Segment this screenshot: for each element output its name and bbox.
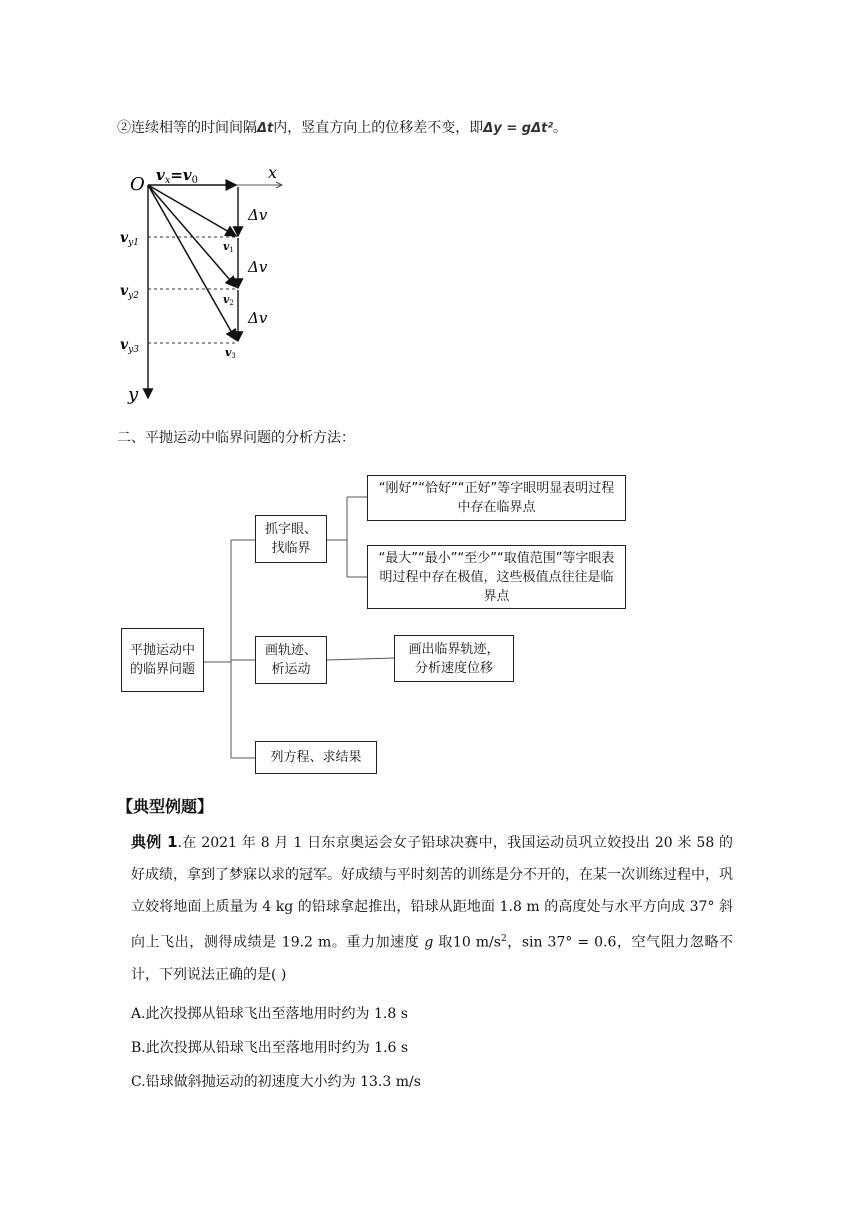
displacement-formula: Δy = gΔt² xyxy=(483,121,554,136)
y-axis-label: y xyxy=(128,384,139,405)
flow-step1a-text: “刚好”“恰好”“正好”等字眼明显表明过程中存在临界点 xyxy=(378,481,615,515)
example1-text-b: 取 xyxy=(433,934,453,951)
example1-label: 典例 1 xyxy=(131,833,178,851)
flow-step2a-text: 画出临界轨迹，分析速度位移 xyxy=(408,641,500,676)
option-b: B.此次投掷从铅球飞出至落地用时约为 1.6 s xyxy=(131,1040,409,1056)
v3-label: v3 xyxy=(225,346,236,360)
example1-paragraph xyxy=(131,826,733,991)
flow-root-text: 平抛运动中的临界问题 xyxy=(129,643,195,677)
g-symbol: g xyxy=(424,934,434,951)
example1-text-d: ，空气阻力忽略不计，下列说法正确的是( ) xyxy=(131,934,734,983)
v2-label: v2 xyxy=(223,293,234,307)
flow-step2-text: 画轨迹、析运动 xyxy=(264,643,317,677)
sin-value: sin 37° = 0.6 xyxy=(521,934,617,951)
flow-step3-text: 列方程、求结果 xyxy=(270,750,362,765)
flow-step1-box xyxy=(255,515,327,563)
example1-text-c: ， xyxy=(506,934,522,951)
vy1-label: $v_{y1}$ xyxy=(120,230,139,248)
intro-prefix: ②连续相等的时间间隔 xyxy=(117,120,257,136)
dv-label-3: Δv xyxy=(248,309,268,327)
flow-root-box xyxy=(121,628,204,692)
section2-title: 二、平抛运动中临界问题的分析方法： xyxy=(117,430,355,446)
dv-label-2: Δv xyxy=(248,258,268,276)
flow-step1-text: 抓字眼、找临界 xyxy=(264,522,317,556)
example1-text-a: .在 2021 年 8 月 1 日东京奥运会女子铅球决赛中，我国运动员巩立姣投出 20 米 58 的好成绩，拿到了梦寐以求的冠军。好成绩与平时刻苦的训练是分不开的，在某一次训练过程中，巩立姣将地面上质量为 4 kg 的铅球拿起推出，铅球从距地面 1.8 m 的高度处与水平方向成 37° 斜向上飞出，测得成绩是 19.2 m。重力加速度 xyxy=(131,835,733,951)
flow-step2-box xyxy=(255,636,327,684)
examples-header: 【典型例题】 xyxy=(117,797,214,816)
dv-label-1: Δv xyxy=(248,206,268,224)
vx-label: $v_x=v_0$ xyxy=(156,166,199,186)
vy3-label: $v_{y3}$ xyxy=(120,337,139,355)
intro-middle: 内，竖直方向上的位移差不变，即 xyxy=(273,120,484,136)
origin-label: O xyxy=(130,174,145,195)
option-a: A.此次投掷从铅球飞出至落地用时约为 1.8 s xyxy=(131,1006,408,1022)
flow-step2a-box xyxy=(394,635,514,682)
option-c: C.铅球做斜抛运动的初速度大小约为 13.3 m/s xyxy=(131,1074,421,1090)
flow-step1a-box xyxy=(367,475,626,521)
v1-label: v1 xyxy=(223,240,234,254)
g-value: 10 m/s xyxy=(452,934,501,951)
flow-step3-box xyxy=(255,741,377,774)
flow-step1b-box xyxy=(367,545,626,609)
vy2-label: $v_{y2}$ xyxy=(120,283,139,301)
x-axis-label: x xyxy=(268,163,278,182)
flow-step1b-text: “最大”“最小”“至少”“取值范围”等字眼表明过程中存在极值，这些极值点往往是临界点 xyxy=(378,550,615,604)
intro-suffix: 。 xyxy=(553,120,568,136)
g-exponent: 2 xyxy=(500,934,507,944)
dt-symbol: Δt xyxy=(257,121,274,136)
